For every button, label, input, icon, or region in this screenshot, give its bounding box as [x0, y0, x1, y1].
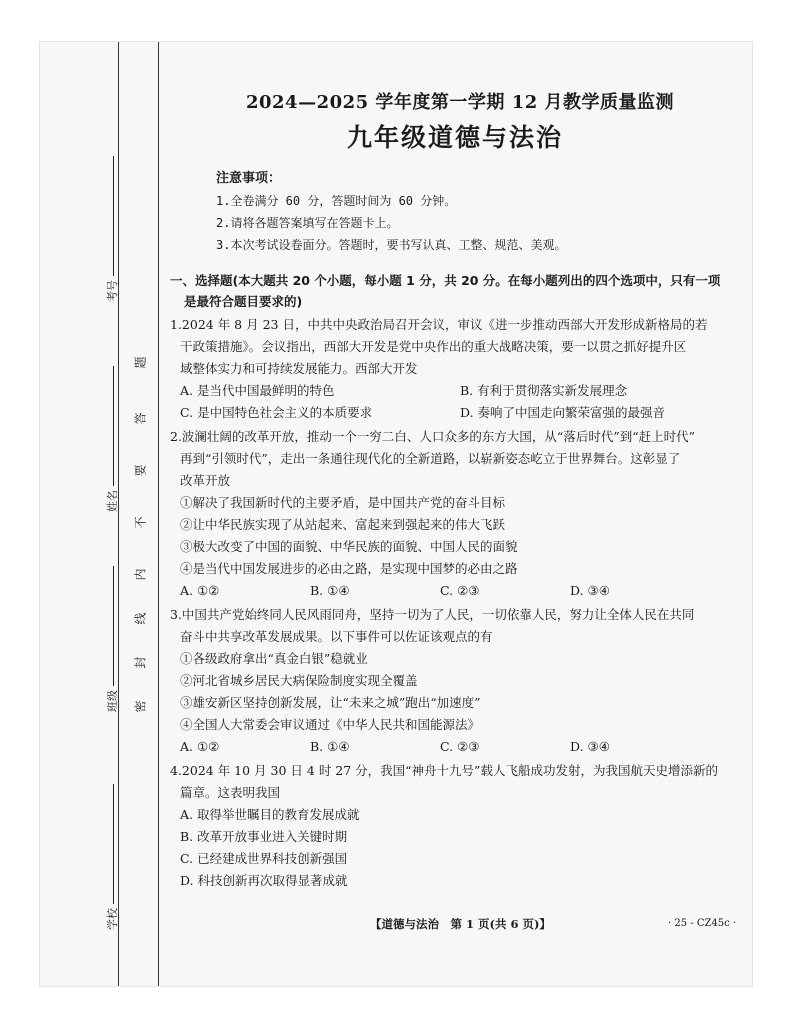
seal-char: 不 [133, 516, 148, 529]
question-stem: 奋斗中共享改革发展成果。以下事件可以佐证该观点的有 [180, 629, 493, 644]
section-heading: 一、选择题(本大题共 20 个小题，每小题 1 分，共 20 分。在每小题列出的四个选项中，只有一项 是最符合题目要求的) [170, 273, 721, 309]
question-stem: 3.中国共产党始终同人民风雨同舟，坚持一切为了人民，一切依靠人民，努力让全体人民在共同 [170, 607, 695, 622]
field-name: 姓名 [104, 366, 120, 512]
page-footer: 【道德与法治 第 1 页(共 6 页)】 [370, 917, 551, 931]
option-c: C. 是中国特色社会主义的本质要求 [180, 405, 373, 420]
question-4 [170, 760, 740, 892]
option-d: D. ③④ [570, 739, 610, 754]
seal-char: 答 [133, 412, 148, 425]
seal-char: 要 [133, 464, 148, 477]
question-stem: 改革开放 [180, 473, 231, 488]
question-stem: 再到“引领时代”，走出一条通往现代化的全新道路，以崭新姿态屹立于世界舞台。这彰显了 [180, 451, 681, 466]
question-stem: 干政策措施》。会议指出，西部大开发是党中央作出的重大战略决策，要一以贯之抓好提升区 [180, 339, 687, 354]
field-school: 学校 [104, 784, 120, 930]
exam-title: 2024—2025 学年度第一学期 12 月教学质量监测 [245, 92, 675, 113]
statement: ①各级政府拿出“真金白银”稳就业 [180, 651, 368, 666]
field-exam-number: 考号 [104, 156, 120, 302]
notice-item: 3.本次考试设卷面分。答题时，要书写认真、工整、规范、美观。 [216, 238, 567, 252]
option-b: B. 有利于贯彻落实新发展理念 [460, 383, 628, 398]
seal-char: 密 [133, 700, 148, 713]
paper-code: · 25 - CZ45c · [668, 918, 737, 929]
exam-subject: 九年级道德与法治 [346, 123, 563, 152]
statement: ①解决了我国新时代的主要矛盾，是中国共产党的奋斗目标 [180, 495, 506, 510]
option-b: B. 改革开放事业进入关键时期 [180, 829, 348, 844]
statement: ④全国人大常委会审议通过《中华人民共和国能源法》 [180, 717, 481, 732]
question-stem: 篇章。这表明我国 [180, 785, 281, 800]
exam-content [170, 88, 740, 892]
option-a: A. 取得举世瞩目的教育发展成就 [180, 807, 360, 822]
question-stem: 域整体实力和可持续发展能力。西部大开发 [180, 361, 418, 376]
question-stem: 4.2024 年 10 月 30 日 4 时 27 分，我国“神舟十九号”载人飞船成功发射，为我国航天史增添新的 [170, 763, 718, 778]
option-c: C. 已经建成世界科技创新强国 [180, 851, 348, 866]
seal-char: 封 [133, 656, 148, 669]
exam-sheet [40, 42, 752, 986]
field-class: 班级 [104, 566, 120, 712]
question-stem: 2.波澜壮阔的改革开放，推动一个一穷二白、人口众多的东方大国，从“落后时代”到“赶上时代” [170, 429, 695, 444]
question-2 [170, 426, 740, 602]
option-b: B. ①④ [310, 739, 350, 754]
question-3 [170, 604, 740, 758]
statement: ③极大改变了中国的面貌、中华民族的面貌、中国人民的面貌 [180, 539, 518, 554]
notice-item: 2.请将各题答案填写在答题卡上。 [216, 216, 399, 230]
option-a: A. 是当代中国最鲜明的特色 [180, 383, 335, 398]
seal-char: 题 [133, 356, 148, 369]
notice-item: 1.全卷满分 60 分，答题时间为 60 分钟。 [216, 194, 457, 208]
option-c: C. ②③ [440, 739, 480, 754]
seal-char: 线 [133, 612, 148, 625]
statement: ③雄安新区坚持创新发展，让“未来之城”跑出“加速度” [180, 695, 481, 710]
option-c: C. ②③ [440, 583, 480, 598]
option-d: D. ③④ [570, 583, 610, 598]
option-d: D. 科技创新再次取得显著成就 [180, 873, 348, 888]
option-a: A. ①② [180, 583, 220, 598]
statement: ④是当代中国发展进步的必由之路，是实现中国梦的必由之路 [180, 561, 518, 576]
option-b: B. ①④ [310, 583, 350, 598]
notice-heading: 注意事项： [216, 171, 282, 186]
option-d: D. 奏响了中国走向繁荣富强的最强音 [460, 405, 666, 420]
statement: ②河北省城乡居民大病保险制度实现全覆盖 [180, 673, 418, 688]
notice-block [216, 168, 740, 256]
seal-char: 内 [133, 568, 148, 581]
question-1 [170, 314, 740, 424]
question-stem: 1.2024 年 8 月 23 日，中共中央政治局召开会议，审议《进一步推动西部大开发形成新格局的若 [170, 317, 708, 332]
statement: ②让中华民族实现了从站起来、富起来到强起来的伟大飞跃 [180, 517, 506, 532]
option-a: A. ①② [180, 739, 220, 754]
binding-line [158, 42, 159, 986]
